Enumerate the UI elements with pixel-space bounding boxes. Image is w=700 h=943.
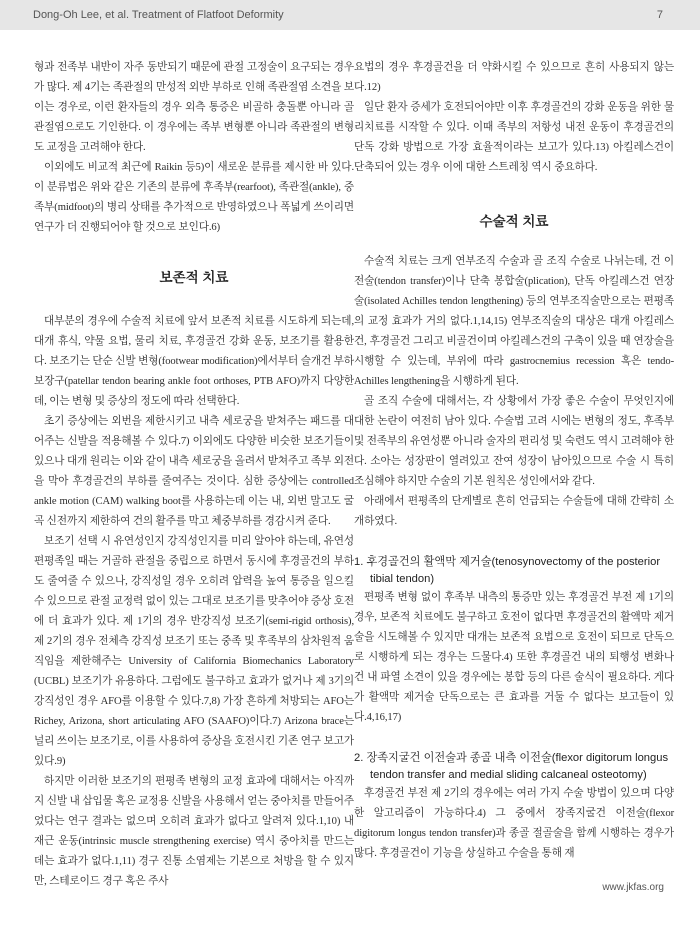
paragraph: 아래에서 편평족의 단계별로 흔히 언급되는 수술들에 대해 간략히 소개하였다. <box>354 496 674 527</box>
subsection-title-fdl-transfer: 2. 장족지굴건 이전술과 종골 내측 이전술(flexor digitorum longus tendon transfer and medial sliding calcaneal osteotomy) <box>354 752 669 781</box>
paragraph: 요법의 경우 후경골건을 더 약화시킬 수 있으므로 흔히 사용되지 않는다.12) <box>354 62 674 93</box>
paragraph: 형과 전족부 내반이 자주 동반되기 때문에 관절 고정술이 요구되는 경우가 많다. 제 4기는 족관절의 만성적 외반 부하로 인해 족관절염 소견을 보이는 경우로, 이런 환자들의 경우 외측 통증은 비골하 충돌뿐 아니라 골관절염으로도 기인한다. 이 경우에는 족부 변형뿐 아니라 족관절의 변형도 교정을 고려해야 한다. <box>34 62 354 153</box>
paragraph: 대부분의 경우에 수술적 치료에 앞서 보존적 치료를 시도하게 되는데, 대개 휴식, 약물 요법, 물리 치료, 후경골건 강화 운동, 보조기를 활용한다. 보조기는 단순 신발 변형(footwear modification)에서부터 슬개건 부하 보장구(patellar tendon bearing ankle foot orthoses, PTB AFO)까지 다양한데, 이는 변형 및 증상의 정도에 따라 선택한다. <box>34 316 354 407</box>
section-title-surgical-treatment: 수술적 치료 <box>479 214 549 229</box>
paragraph: 초기 증상에는 외번을 제한시키고 내측 세로궁을 받쳐주는 패드를 대어주는 신발을 적용해볼 수 있다.7) 이외에도 다양한 비슷한 보조기들이 있으나 대개 원리는 이와 같이 내측 세로궁을 올려서 받쳐주고 족부 외전을 막아 후경골건의 부하를 줄여주는 것이다. 심한 증상에는 controlled ankle motion (CAM) walking boot를 사용하는데 이는 내, 외번 말고도 굴곡 신전까지 제한하여 건의 활주를 막고 체중부하를 경감시켜 준다. <box>34 416 354 527</box>
paragraph: 일단 환자 증세가 호전되어야만 이후 후경골건의 강화 운동을 위한 물리치료를 시작할 수 있다. 이때 족부의 저항성 내전 운동이 후경골건의 단독 강화 방법으로 가장 효율적이라는 보고가 있다.13) 아킬레스건이 단축되어 있는 경우 이에 대한 스트레칭 역시 중요하다. <box>354 102 674 173</box>
paragraph: 수술적 치료는 크게 연부조직 수술과 골 조직 수술로 나뉘는데, 건 이전술(tendon transfer)이나 단축 봉합술(plication), 단독 아킬레스건 연장술(isolated Achilles tendon lengthening) 등의 연부조직술만으로는 편평족의 교정 효과가 거의 없다.1,14,15) 연부조직술의 대상은 대개 아킬레스건, 후경골건 그리고 비골건이며 아킬레스건의 구축이 있을 때 연장술을 시행할 수 있는데, 부위에 따라 gastrocnemius recession 혹은 tendo-Achilles lengthening을 시행하게 된다. <box>354 256 674 387</box>
paragraph: 이외에도 비교적 최근에 Raikin 등5)이 새로운 분류를 제시한 바 있다. 이 분류법은 위와 같은 기존의 분류에 후족부(rearfoot), 족관절(ankle), 중족부(midfoot)의 병리 상태를 추가적으로 반영하였으나 폭넓게 쓰이리면 연구가 더 진행되어야 할 것으로 보인다.6) <box>34 162 354 233</box>
paragraph: 하지만 이러한 보조기의 편평족 변형의 교정 효과에 대해서는 아직까지 신발 내 삽입물 혹은 교정용 신발을 사용해서 얻는 중아치를 만들어주었다는 연구 결과는 없으며 오히려 효과가 없다고 알려져 있다.1,10) 내재근 운동(intrinsic muscle strengthening exercise) 역시 중아치를 만드는 데는 효과가 없다.1,11) 경구 진통 소염제는 기본으로 처방을 할 수 있지만, 스테로이드 경구 혹은 주사 <box>34 776 354 887</box>
paragraph: 후경골건 부전 제 2기의 경우에는 여러 가지 수술 방법이 있으며 다양한 알고리즘이 가능하다.4) 그 중에서 장족지굴건 이전술(flexor digitorum longus tendon transfer)과 종골 절골술을 함께 시행하는 경우가 많다. 후경골건이 기능을 상실하고 수술을 통해 재 <box>354 788 674 859</box>
running-header <box>0 0 700 30</box>
paragraph: 편평족 변형 없이 후족부 내측의 통증만 있는 후경골건 부전 제 1기의 경우, 보존적 치료에도 불구하고 호전이 없다면 후경골건의 활액막 제거술을 시도해볼 수 있지만 대개는 보존적 요법으로 호전이 되므로 단독으로 시행하게 되는 경우는 드물다.4) 또한 후경골건 내의 퇴행성 변화나 건 내 파열 소견이 있을 경우에는 봉합 등의 다른 술식이 필요하다. 게다가 활액막 제거술 단독으로는 큰 효과를 거둘 수 없다는 보고들이 있다.4,16,17) <box>354 592 674 723</box>
running-title: Dong-Oh Lee, et al. Treatment of Flatfoot Deformity <box>33 9 284 21</box>
right-column <box>354 58 674 864</box>
paragraph: 골 조직 수술에 대해서는, 각 상황에서 가장 좋은 수술이 무엇인지에 대한 논란이 여전히 남아 있다. 수술법 고려 시에는 변형의 정도, 후족부 및 전족부의 유연성뿐 아니라 술자의 편리성 및 숙련도 역시 고려해야 한다. 소아는 성장판이 열려있고 잔여 성장이 남아있으므로 수술 시 특히 조심해야 하지만 수술의 기본 원칙은 성인에서와 같다. <box>354 396 674 487</box>
page-number: 7 <box>656 9 663 21</box>
left-column <box>34 58 354 892</box>
journal-url: www.jkfas.org <box>602 882 664 893</box>
paragraph: 보조기 선택 시 유연성인지 강직성인지를 미리 알아야 하는데, 유연성 편평족일 때는 거골하 관절을 중립으로 하면서 동시에 후경골건의 부하도 줄여줄 수 있으나, 강직성일 경우 오히려 압력을 높여 통증을 일으킬 수 있으므로 관절 교정력 없이 있는 그대로 보조기를 맞추어야 증상 호전에 더 효과가 있다. 제 1기의 경우 반강직성 보조기(semi-rigid orthosis), 제 2기의 경우 전체측 강직성 보조기 또는 중족 및 후족부의 삼차원적 움직임을 제한해주는 University of California Biomechanics Laboratory (UCBL) 보조기가 유용하다. 그럼에도 불구하고 효과가 없거나 제 3기의 강직성인 경우 AFO를 이용할 수 있다.7,8) 가장 흔하게 처방되는 AFO는 Richey, Arizona, short articulating AFO (SAAFO)이다.7) Arizona brace는 널리 쓰이는 보조기로, 이를 사용하여 증상을 호전시킨 기존 연구 보고가 있다.9) <box>34 536 354 767</box>
subsection-title-tenosynovectomy: 1. 후경골건의 활액막 제거술(tenosynovectomy of the posterior tibial tendon) <box>354 556 661 585</box>
section-title-conservative-treatment: 보존적 치료 <box>159 270 229 285</box>
